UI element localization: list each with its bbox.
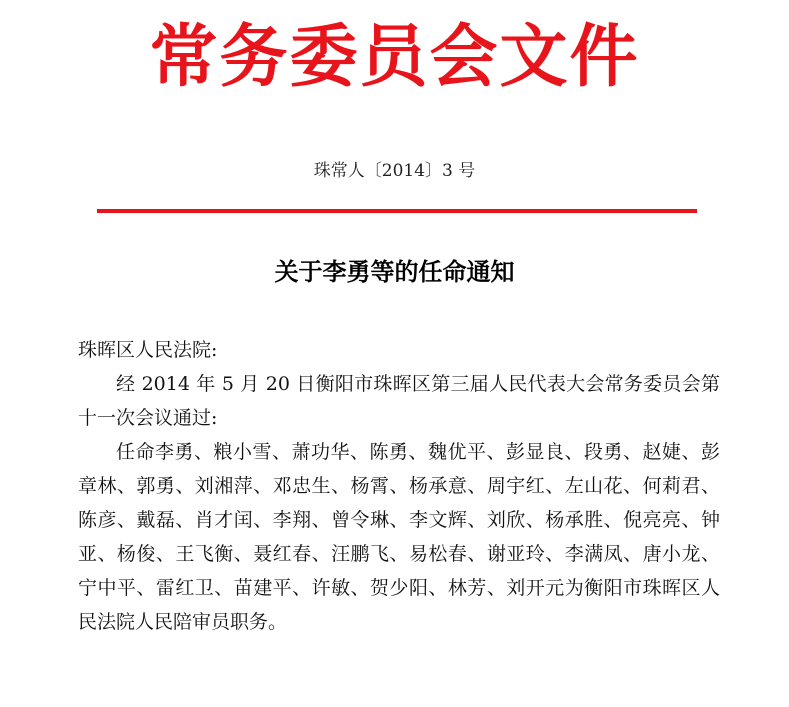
paragraph-appointment: 任命李勇、粮小雪、萧功华、陈勇、魏优平、彭显良、段勇、赵婕、彭章林、郭勇、刘湘萍、邓忠生、杨霄、杨承意、周宇红、左山花、何莉君、陈彦、戴磊、肖才闰、李翔、曾令琳、李文辉、刘欣、杨承胜、倪亮亮、钟亚、杨俊、王飞衡、聂红春、汪鹏飞、易松春、谢亚玲、李满凤、唐小龙、宁中平、雷红卫、苗建平、许敏、贺少阳、林芳、刘开元为衡阳市珠晖区人民法院人民陪审员职务。 bbox=[78, 441, 720, 633]
paragraph-meeting: 经 2014 年 5 月 20 日衡阳市珠晖区第三届人民代表大会常务委员会第十一次会议通过: bbox=[78, 373, 720, 429]
document-number: 珠常人〔2014〕3 号 bbox=[313, 161, 476, 181]
red-divider-line bbox=[97, 209, 697, 213]
masthead-title: 常务委员会文件 bbox=[149, 18, 640, 97]
addressee: 珠晖区人民法院: bbox=[78, 339, 218, 361]
document-body bbox=[78, 333, 720, 639]
document-title: 关于李勇等的任命通知 bbox=[274, 258, 515, 286]
